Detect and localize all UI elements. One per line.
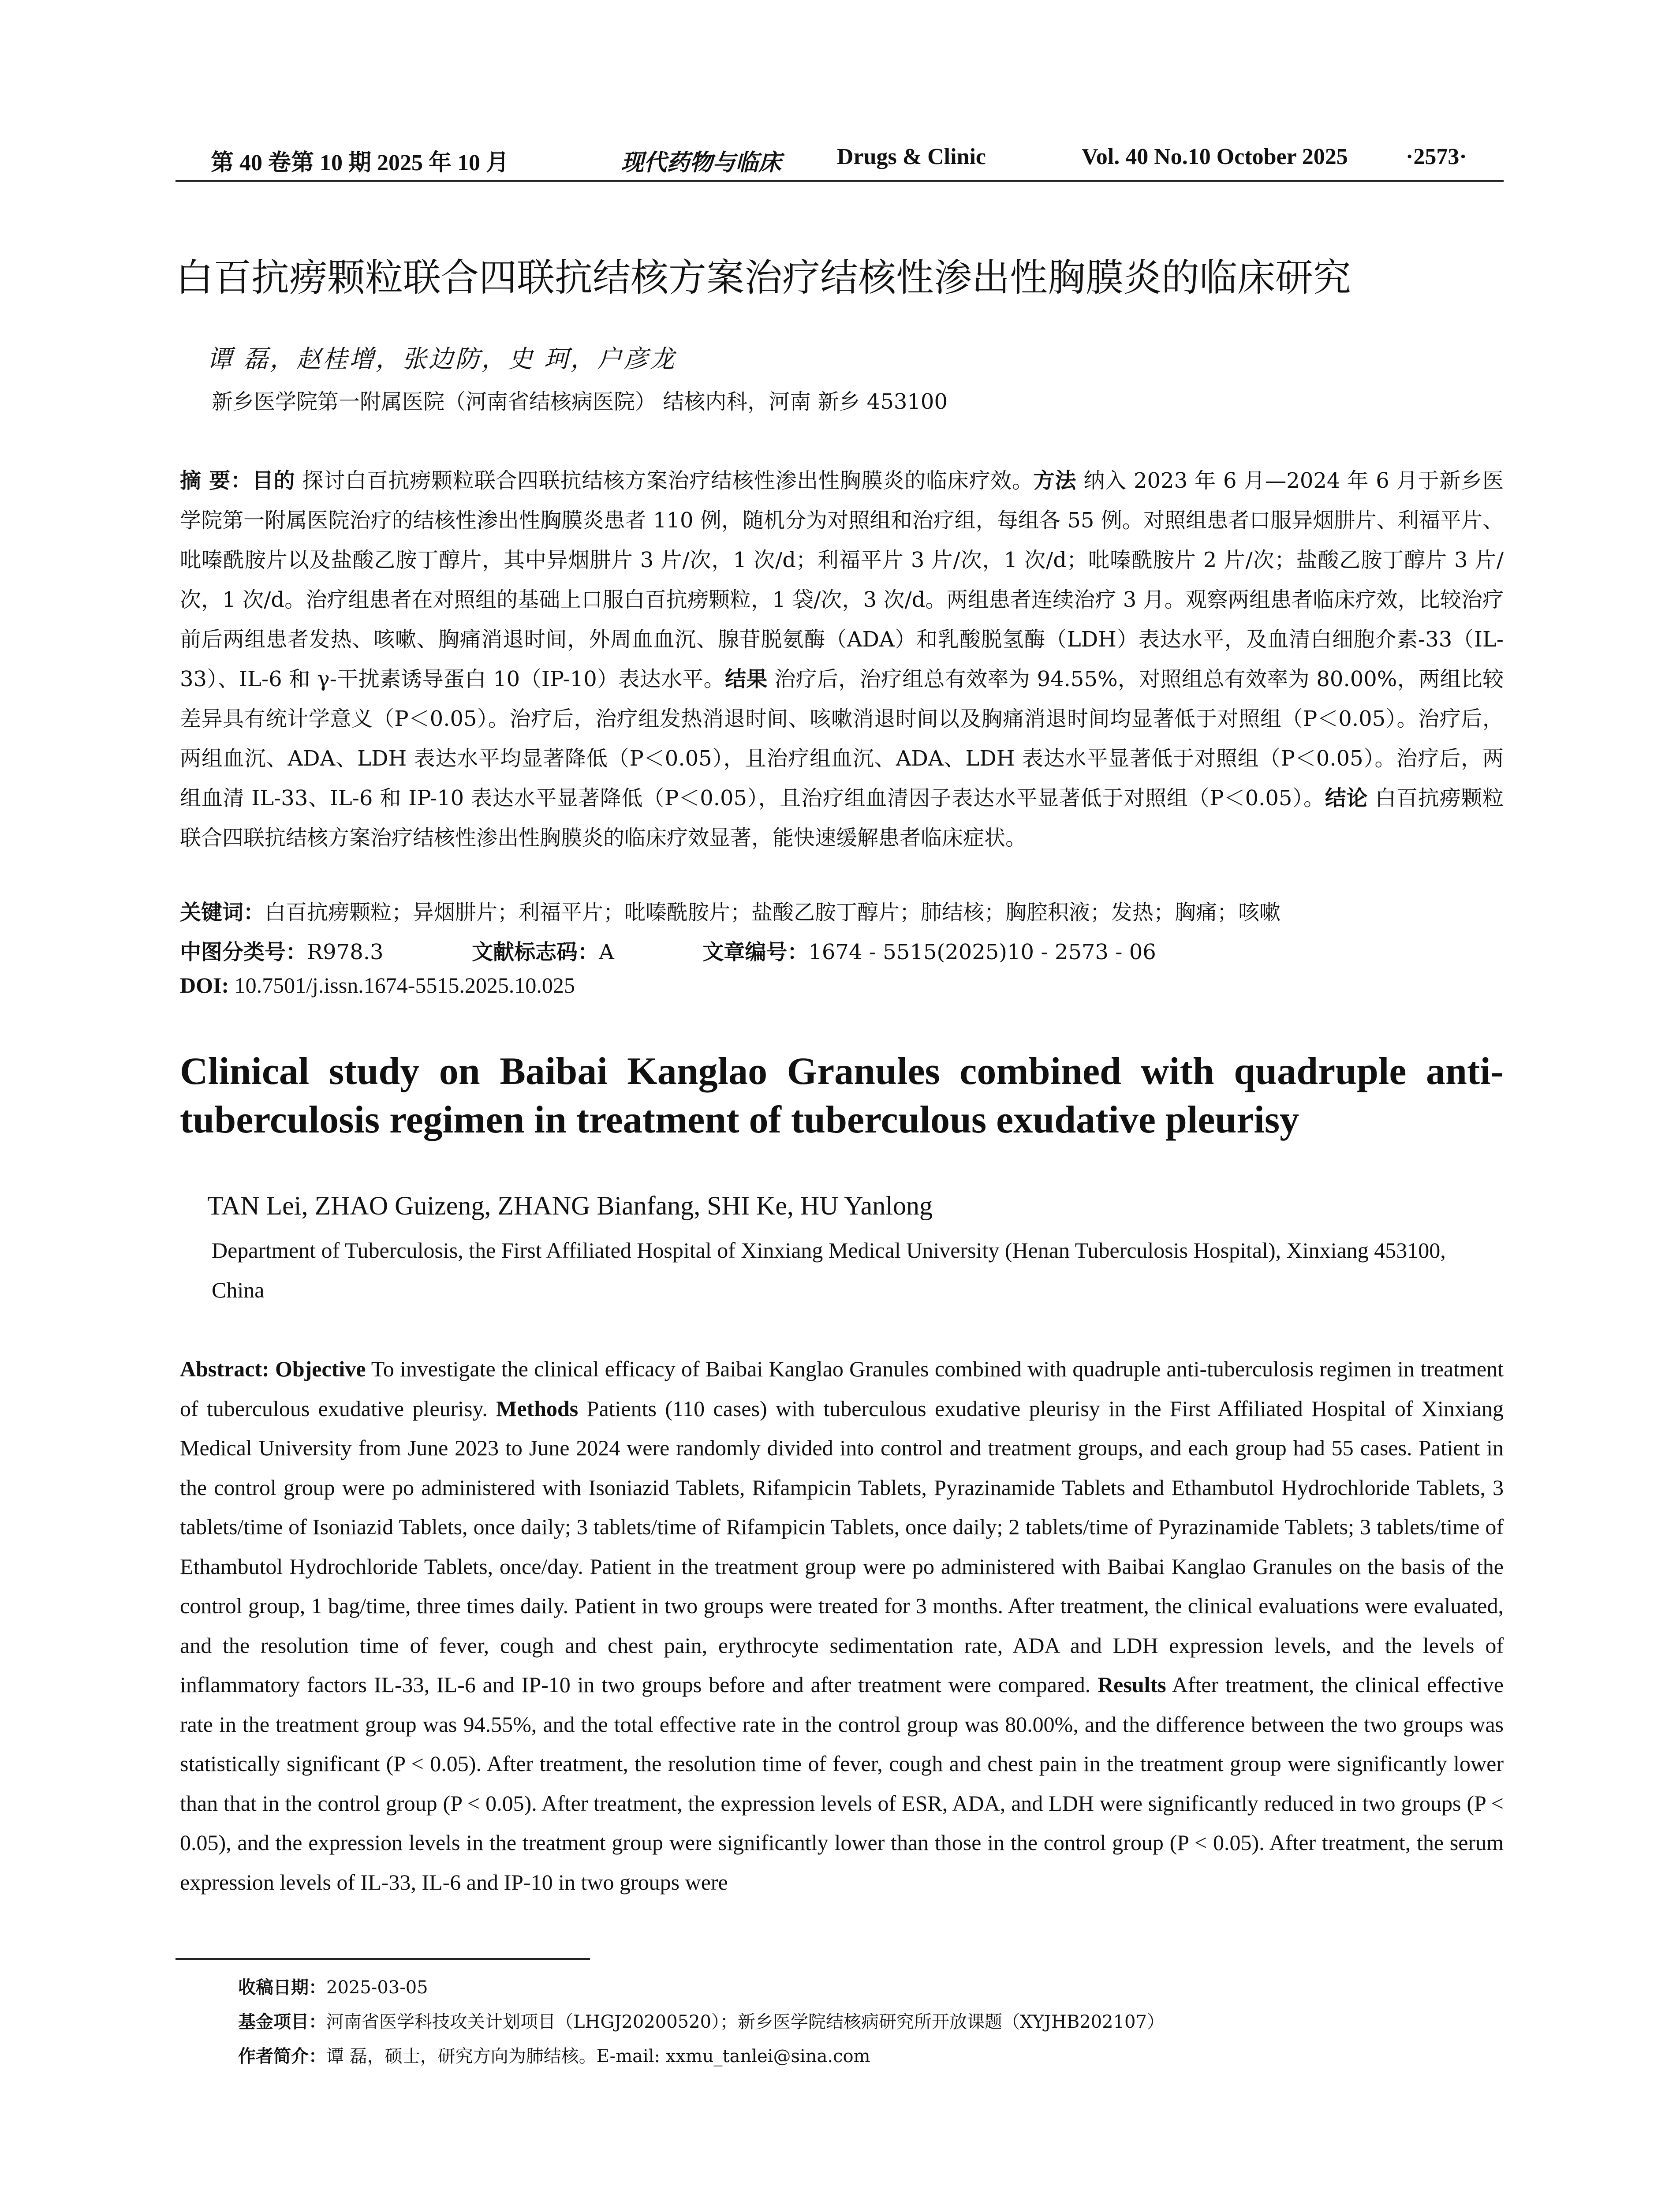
results-text-cn: 治疗后，治疗组总有效率为 94.55%，对照组总有效率为 80.00%，两组比较差异具有统计学意义（P＜0.05）。治疗后，治疗组发热消退时间、咳嗽消退时间以及胸痛消退时间均显著低于对照组（P＜0.05）。治疗后，两组血沉、ADA、LDH 表达水平均显著降低（P＜0.05），且治疗组血沉、ADA、LDH 表达水平显著低于对照组（P＜0.05）。治疗后，两组血清 IL-33、IL-6 和 IP-10 表达水平显著降低（P＜0.05），且治疗组血清因子表达水平显著低于对照组（P＜0.05）。	[180, 667, 1504, 811]
doi-value: 10.7501/j.issn.1674-5515.2025.10.025	[229, 973, 575, 998]
header-journal-cn: 现代药物与临床	[621, 149, 782, 176]
header-issue-cn: 第 40 卷第 10 期 2025 年 10 月	[211, 150, 509, 176]
fund-label: 基金项目：	[238, 2012, 326, 2032]
objective-text-en: To investigate the clinical efficacy of Baibai Kanglao Granules combined with quadruple anti-tuberculosis regimen in treatment of tuberculous exudative pleurisy.	[180, 1357, 1504, 1421]
methods-label-en: Methods	[496, 1396, 579, 1421]
doi-line	[180, 972, 575, 998]
keywords-label: 关键词：	[180, 900, 265, 925]
doi-label: DOI:	[180, 973, 229, 998]
article-no-value: 1674 - 5515(2025)10 - 2573 - 06	[808, 940, 1156, 964]
methods-text-en: Patients (110 cases) with tuberculous exudative pleurisy in the First Affiliated Hospital of Xinxiang Medical University from June 2023 to June 2024 were randomly divided into control and treatment groups, and each group had 55 cases. Patient in the control group were po administered with Isoniazid Tablets, Rifampicin Tablets, Pyrazinamide Tablets and Ethambutol Hydrochloride Tablets, 3 tablets/time of Isoniazid Tablets, once daily; 3 tablets/time of Rifampicin Tablets, once daily; 2 tablets/time of Pyrazinamide Tablets; 3 tablets/time of Ethambutol Hydrochloride Tablets, once/day. Patient in the treatment group were po administered with Baibai Kanglao Granules on the basis of the control group, 1 bag/time, three times daily. Patient in two groups were treated for 3 months. After treatment, the clinical evaluations were evaluated, and the resolution time of fever, cough and chest pain, erythrocyte sedimentation rate, ADA and LDH expression levels, and the levels of inflammatory factors IL-33, IL-6 and IP-10 in two groups before and after treatment were compared.	[180, 1396, 1504, 1697]
footnote-received	[238, 1973, 428, 1999]
doc-code-value: A	[599, 940, 614, 964]
footnote-author	[238, 2042, 870, 2067]
footnote-fund	[238, 2008, 1165, 2033]
title-cn: 白百抗痨颗粒联合四联抗结核方案治疗结核性渗出性胸膜炎的临床研究	[175, 256, 1351, 300]
article-no-label: 文章编号：	[702, 940, 809, 964]
classification-line	[180, 935, 1156, 965]
header-page-number: ·2573·	[1406, 144, 1467, 169]
running-header	[175, 140, 1504, 182]
abstract-cn-label: 摘 要：	[180, 468, 252, 493]
results-label-en: Results	[1098, 1672, 1166, 1697]
header-issue-en: Vol. 40 No.10 October 2025	[1082, 144, 1348, 169]
authors-en: TAN Lei, ZHAO Guizeng, ZHANG Bianfang, SHI Ke, HU Yanlong	[207, 1191, 933, 1220]
received-date: 2025-03-05	[326, 1977, 428, 1998]
keywords-cn	[180, 895, 1281, 926]
abstract-en	[180, 1349, 1504, 1902]
results-text-en: After treatment, the clinical effective rate in the treatment group was 94.55%, and the total effective rate in the control group was 80.00%, and the difference between the two groups was statistically significant (P < 0.05). After treatment, the resolution time of fever, cough and chest pain in the treatment group were significantly lower than that in the control group (P < 0.05). After treatment, the expression levels of ESR, ADA, and LDH were significantly reduced in two groups (P < 0.05), and the expression levels in the treatment group were significantly lower than those in the control group (P < 0.05). After treatment, the serum expression levels of IL-33, IL-6 and IP-10 in two groups were	[180, 1672, 1504, 1895]
affiliation-en: Department of Tuberculosis, the First Affiliated Hospital of Xinxiang Medical University (Henan Tuberculosis Hospital), Xinxiang 453100, China	[212, 1238, 1446, 1302]
abstract-en-label: Abstract: Objective	[180, 1357, 366, 1381]
conclusion-text-cn: 白百抗痨颗粒联合四联抗结核方案治疗结核性渗出性胸膜炎的临床疗效显著，能快速缓解患者临床症状。	[180, 786, 1504, 850]
footnote-divider	[175, 1958, 590, 1960]
clc-value: R978.3	[307, 940, 384, 964]
authors-cn: 谭 磊，赵桂增，张边防，史 珂，户彦龙	[207, 345, 676, 374]
affiliation-cn: 新乡医学院第一附属医院（河南省结核病医院） 结核内科，河南 新乡 453100	[212, 389, 948, 414]
abstract-cn	[180, 461, 1504, 858]
author-bio-label: 作者简介：	[238, 2046, 326, 2067]
doc-code-label: 文献标志码：	[472, 940, 599, 964]
objective-label-cn: 目的	[252, 468, 295, 493]
author-bio-text: 谭 磊，硕士，研究方向为肺结核。E-mail: xxmu_tanlei@sina.com	[326, 2046, 870, 2067]
conclusion-label-cn: 结论	[1325, 786, 1368, 811]
keywords-text: 白百抗痨颗粒；异烟肼片；利福平片；吡嗪酰胺片；盐酸乙胺丁醇片；肺结核；胸腔积液；发热；胸痛；咳嗽	[265, 900, 1281, 925]
methods-text-cn: 纳入 2023 年 6 月—2024 年 6 月于新乡医学院第一附属医院治疗的结核性渗出性胸膜炎患者 110 例，随机分为对照组和治疗组，每组各 55 例。对照组患者口服异烟肼片、利福平片、吡嗪酰胺片以及盐酸乙胺丁醇片，其中异烟肼片 3 片/次，1 次/d；利福平片 3 片/次，1 次/d；吡嗪酰胺片 2 片/次；盐酸乙胺丁醇片 3 片/次，1 次/d。治疗组患者在对照组的基础上口服白百抗痨颗粒，1 袋/次，3 次/d。两组患者连续治疗 3 月。观察两组患者临床疗效，比较治疗前后两组患者发热、咳嗽、胸痛消退时间，外周血血沉、腺苷脱氨酶（ADA）和乳酸脱氢酶（LDH）表达水平，及血清白细胞介素-33（IL-33）、IL-6 和 γ-干扰素诱导蛋白 10（IP-10）表达水平。	[180, 468, 1504, 691]
objective-text-cn: 探讨白百抗痨颗粒联合四联抗结核方案治疗结核性渗出性胸膜炎的临床疗效。	[295, 468, 1034, 493]
header-journal-en: Drugs & Clinic	[837, 144, 986, 169]
title-en: Clinical study on Baibai Kanglao Granules combined with quadruple anti-tuberculosis regimen in treatment of tuberculous exudative pleurisy	[180, 1050, 1504, 1141]
fund-text: 河南省医学科技攻关计划项目（LHGJ20200520）；新乡医学院结核病研究所开放课题（XYJHB202107）	[326, 2012, 1165, 2032]
received-label: 收稿日期：	[238, 1977, 326, 1998]
clc-label: 中图分类号：	[180, 940, 307, 964]
methods-label-cn: 方法	[1033, 468, 1077, 493]
results-label-cn: 结果	[724, 667, 768, 691]
